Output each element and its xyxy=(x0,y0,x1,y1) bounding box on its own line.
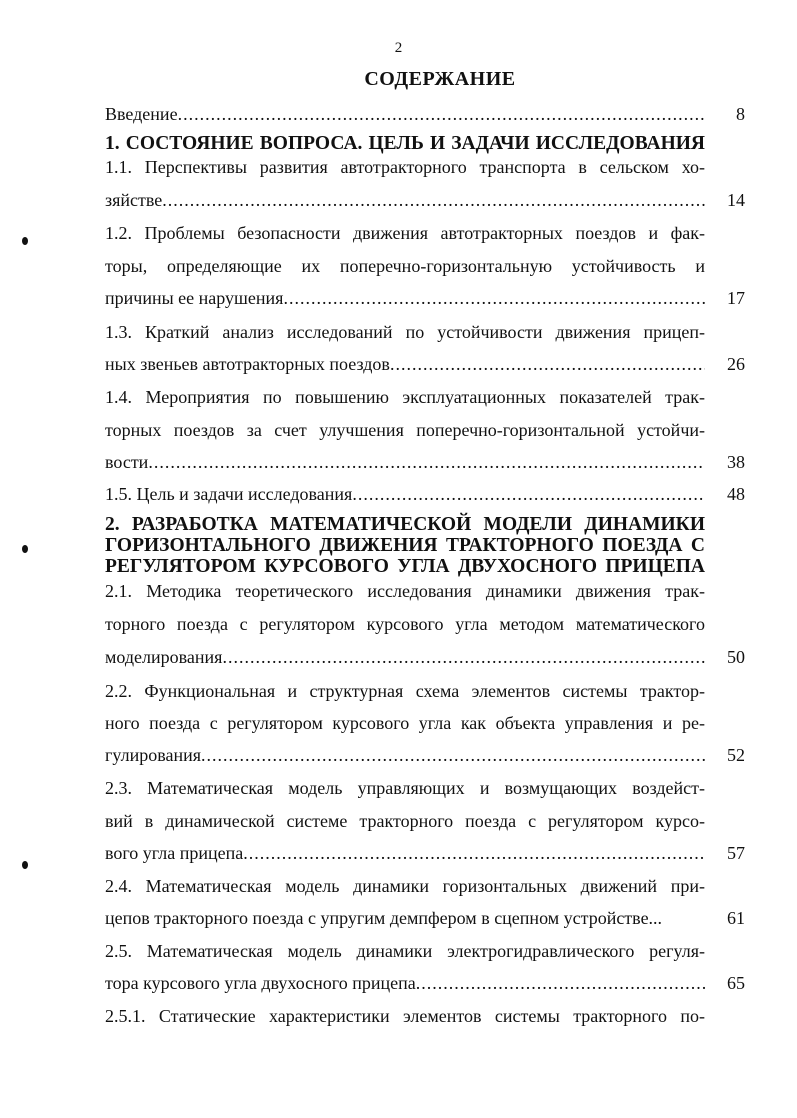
page-title: СОДЕРЖАНИЕ xyxy=(364,68,516,90)
margin-dot xyxy=(22,545,28,553)
toc-entry-1-4: 1.4. Мероприятия по повышению эксплуатационных показателей трак- xyxy=(105,387,705,407)
page-number: 2 xyxy=(394,40,403,56)
toc-page: 48 xyxy=(727,484,745,504)
toc-entry-2-1-end[interactable]: моделирования ..... xyxy=(105,645,705,669)
toc-entry-1-3-end[interactable]: ных звеньев автотракторных поездов ..... xyxy=(105,352,705,376)
toc-entry-2-4: 2.4. Математическая модель динамики горизонтальных движений при- xyxy=(105,876,705,896)
toc-page: 65 xyxy=(727,973,745,993)
toc-page: 14 xyxy=(727,190,745,210)
toc-entry-2-5: 2.5. Математическая модель динамики электрогидравлического регуля- xyxy=(105,941,705,961)
toc-label: Введение xyxy=(105,104,178,124)
toc-entry-1-2-end[interactable]: причины ее нарушения ..... xyxy=(105,286,705,310)
toc-entry-2-3-end[interactable]: вого угла прицепа ..... xyxy=(105,841,705,865)
toc-entry-2-2: 2.2. Функциональная и структурная схема элементов системы трактор- xyxy=(105,681,705,701)
toc-entry-2-5-end[interactable]: тора курсового угла двухосного прицепа ..... xyxy=(105,971,705,995)
margin-dot xyxy=(22,237,28,245)
toc-entry-1-1: 1.1. Перспективы развития автотракторного транспорта в сельском хо- xyxy=(105,157,705,177)
toc-page: 26 xyxy=(727,354,745,374)
toc-entry-2-5-1: 2.5.1. Статические характеристики элементов системы тракторного по- xyxy=(105,1006,705,1026)
toc-entry-2-4-end[interactable]: цепов тракторного поезда с упругим демпфером в сцепном устройстве... xyxy=(105,908,663,928)
toc-entry-2-3: 2.3. Математическая модель управляющих и возмущающих воздейст- xyxy=(105,778,705,798)
toc-page: 52 xyxy=(727,745,745,765)
toc-page: 38 xyxy=(727,452,745,472)
toc-page: 61 xyxy=(727,908,745,928)
toc-page: 57 xyxy=(727,843,745,863)
toc-entry-1-2: 1.2. Проблемы безопасности движения автотракторных поездов и фак- xyxy=(105,223,705,243)
toc-page: 50 xyxy=(727,647,745,667)
chapter-2-heading: 2. РАЗРАБОТКА МАТЕМАТИЧЕСКОЙ МОДЕЛИ ДИНАМИКИ xyxy=(105,514,705,535)
toc-entry-2-2-end[interactable]: гулирования ..... xyxy=(105,743,705,767)
toc-entry-1-5[interactable]: 1.5. Цель и задачи исследования ..... xyxy=(105,482,705,506)
toc-entry-1-3: 1.3. Краткий анализ исследований по устойчивости движения прицеп- xyxy=(105,322,705,342)
chapter-1-heading: 1. СОСТОЯНИЕ ВОПРОСА. ЦЕЛЬ И ЗАДАЧИ ИССЛЕДОВАНИЯ xyxy=(105,133,705,154)
toc-entry-2-1: 2.1. Методика теоретического исследования динамики движения трак- xyxy=(105,581,705,601)
toc-page: 8 xyxy=(736,104,745,124)
toc-page: 17 xyxy=(727,288,745,308)
margin-dot xyxy=(22,861,28,869)
toc-entry-1-1-end[interactable]: зяйстве ..... xyxy=(105,188,705,212)
toc-entry-1-4-end[interactable]: вости ..... xyxy=(105,450,705,474)
